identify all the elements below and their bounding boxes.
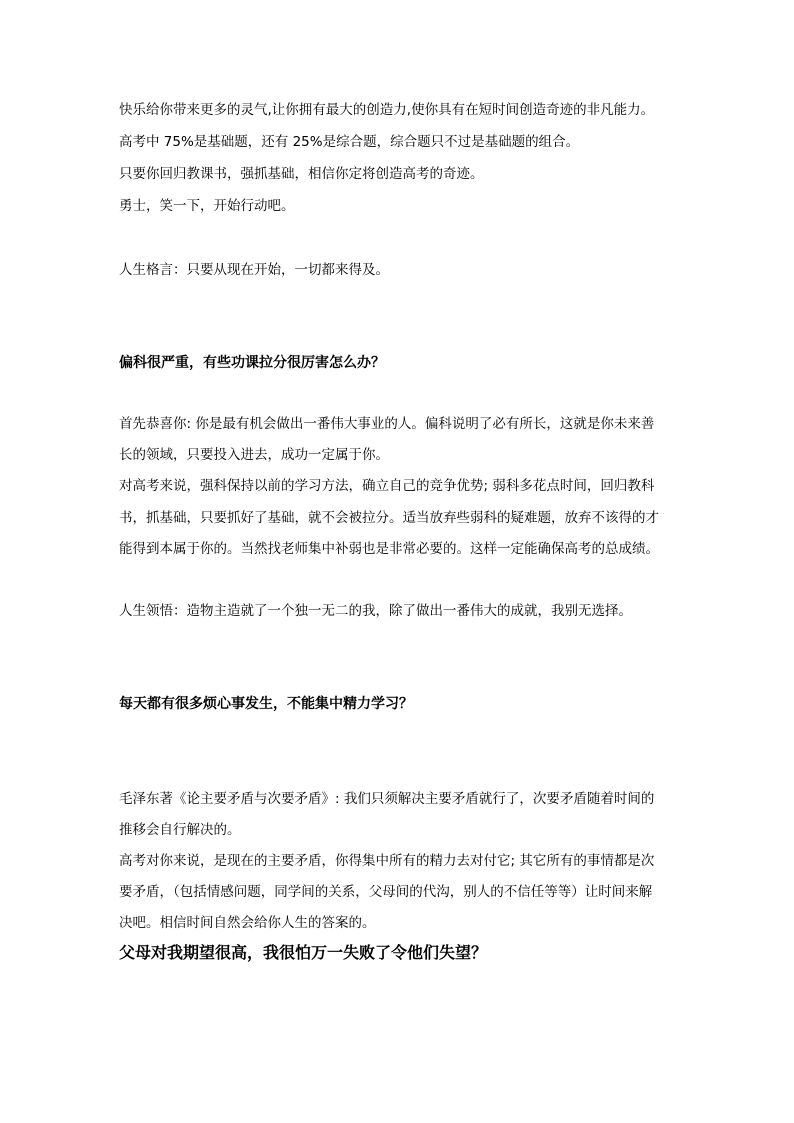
paragraph-line: 只要你回归教课书，强抓基础，相信你定将创造高考的奇迹。: [119, 166, 484, 182]
paragraph-line: 决吧。相信时间自然会给你人生的答案的。: [119, 915, 376, 931]
paragraph-line: 毛泽东著《论主要矛盾与次要矛盾》: 我们只须解决主要矛盾就行了，次要矛盾随着时间的: [119, 791, 655, 807]
paragraph-line: 能得到本属于你的。当然找老师集中补弱也是非常必要的。这样一定能确保高考的总成绩。: [119, 541, 659, 557]
paragraph-line: 高考中 75%是基础题，还有 25%是综合题，综合题只不过是基础题的组合。: [119, 134, 580, 150]
paragraph-line: 快乐给你带来更多的灵气,让你拥有最大的创造力,使你具有在短时间创造奇迹的非凡能力。: [119, 102, 655, 118]
paragraph-line: 首先恭喜你: 你是最有机会做出一番伟大事业的人。偏科说明了必有所长，这就是你未来善: [119, 416, 655, 432]
section-heading: 父母对我期望很高，我很怕万一失败了令他们失望？: [119, 943, 488, 962]
section-heading: 每天都有很多烦心事发生，不能集中精力学习？: [119, 696, 413, 712]
section-heading: 偏科很严重，有些功课拉分很厉害怎么办？: [119, 355, 385, 371]
life-motto: 人生格言：只要从现在开始，一切都来得及。: [119, 262, 389, 278]
paragraph-line: 要矛盾，（包括情感问题，同学间的关系，父母间的代沟，别人的不信任等等）让时间来解: [119, 884, 653, 900]
paragraph-line: 高考对你来说，是现在的主要矛盾，你得集中所有的精力去对付它; 其它所有的事情都是次: [119, 853, 655, 869]
paragraph-line: 长的领域，只要投入进去，成功一定属于你。: [119, 447, 389, 463]
life-insight: 人生领悟：造物主造就了一个独一无二的我，除了做出一番伟大的成就，我别无选择。: [119, 603, 632, 619]
paragraph-line: 对高考来说，强科保持以前的学习方法，确立自己的竞争优势; 弱科多花点时间，回归教科: [119, 478, 655, 494]
paragraph-line: 推移会自行解决的。: [119, 822, 241, 838]
paragraph-line: 书，抓基础，只要抓好了基础，就不会被拉分。适当放弃些弱科的疑难题，放弃不该得的才: [119, 510, 659, 526]
paragraph-line: 勇士，笑一下，开始行动吧。: [119, 198, 295, 214]
